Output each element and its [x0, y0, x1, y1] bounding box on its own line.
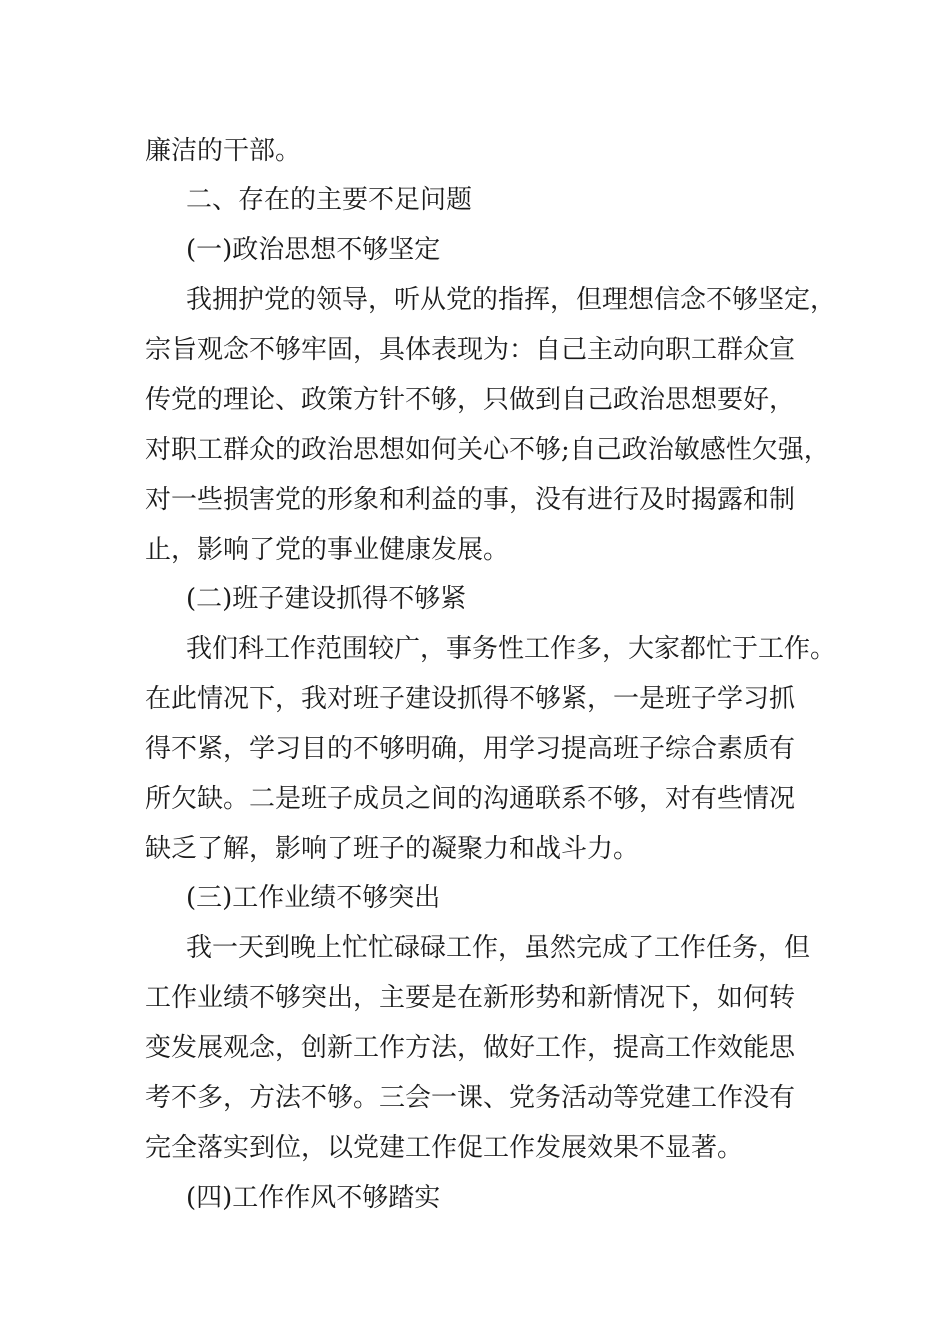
paragraph-line: 工作业绩不够突出，主要是在新形势和新情况下，如何转 — [145, 983, 796, 1013]
paragraph-line: 止，影响了党的事业健康发展。 — [145, 535, 510, 565]
text-line-continuation: 廉洁的干部。 — [145, 136, 302, 166]
paragraph-line: 我一天到晚上忙忙碌碌工作，虽然完成了工作任务，但 — [186, 933, 811, 963]
subsection-heading: (一)政治思想不够坚定 — [186, 235, 441, 265]
paragraph-line: 考不多，方法不够。三会一课、党务活动等党建工作没有 — [145, 1083, 796, 1113]
paragraph-line: 我拥护党的领导，听从党的指挥，但理想信念不够坚定， — [186, 285, 837, 315]
paragraph-line: 得不紧，学习目的不够明确，用学习提高班子综合素质有 — [145, 734, 796, 764]
subsection-heading: (二)班子建设抓得不够紧 — [186, 584, 467, 614]
paragraph-line: 完全落实到位，以党建工作促工作发展效果不显著。 — [145, 1133, 744, 1163]
section-heading: 二、存在的主要不足问题 — [186, 185, 473, 215]
paragraph-line: 宗旨观念不够牢固，具体表现为：自己主动向职工群众宣 — [145, 335, 796, 365]
paragraph-line: 对职工群众的政治思想如何关心不够;自己政治敏感性欠强， — [145, 435, 830, 465]
paragraph-line: 变发展观念，创新工作方法，做好工作，提高工作效能思 — [145, 1033, 796, 1063]
paragraph-line: 我们科工作范围较广，事务性工作多，大家都忙于工作。 — [186, 634, 837, 664]
subsection-heading: (四)工作作风不够踏实 — [186, 1183, 441, 1213]
paragraph-line: 对一些损害党的形象和利益的事，没有进行及时揭露和制 — [145, 485, 796, 515]
paragraph-line: 所欠缺。二是班子成员之间的沟通联系不够，对有些情况 — [145, 784, 796, 814]
paragraph-line: 缺乏了解，影响了班子的凝聚力和战斗力。 — [145, 834, 640, 864]
paragraph-line: 在此情况下，我对班子建设抓得不够紧，一是班子学习抓 — [145, 684, 796, 714]
paragraph-line: 传党的理论、政策方针不够，只做到自己政治思想要好， — [145, 385, 796, 415]
subsection-heading: (三)工作业绩不够突出 — [186, 883, 441, 913]
